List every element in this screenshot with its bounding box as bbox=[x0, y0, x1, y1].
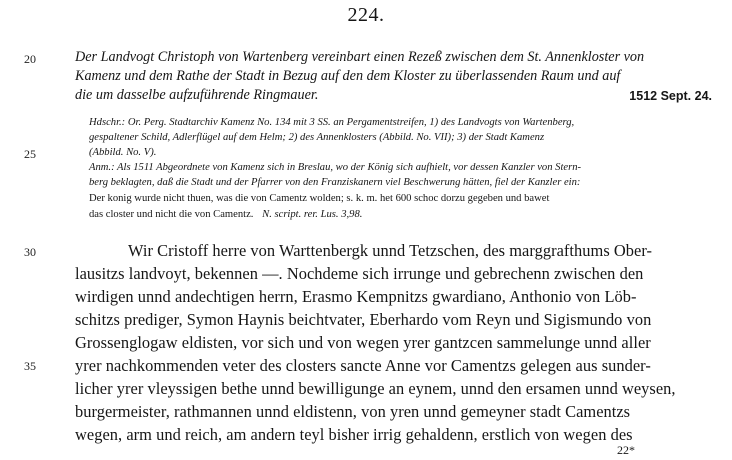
note-line-4: Anm.: Als 1511 Abgeordnete von Kamenz sich in Breslau, wo der König sich aufhielt, vor dessen Kanzler von Stern- bbox=[89, 162, 582, 173]
note-line-2: gespaltener Schild, Adlerflügel auf dem Helm; 2) des Annenklosters (Abbild. No. VII); 3) der Stadt Kamenz bbox=[89, 132, 545, 143]
note-line-5: berg beklagten, daß die Stadt und der Pfarrer von den Franziskanern viel Beschwerung hätten, fiel der Kanzler ein: bbox=[89, 177, 581, 188]
body-line-3: wirdigen unnd andechtigen herrn, Erasmo Kempnitzs gwardiano, Anthonio von Löb- bbox=[75, 287, 637, 306]
signature-mark: 22* bbox=[617, 443, 635, 457]
body-line-1: Wir Cristoff herre von Warttenbergk unnd Tetzschen, des marggrafthums Ober- bbox=[128, 241, 653, 260]
body-line-2: lausitzs landvoyt, bekennen —. Nochdeme sich irrunge und gebrechenn zwischen den bbox=[75, 264, 644, 283]
regest-line-3: die um dasselbe aufzuführende Ringmauer. bbox=[75, 87, 319, 103]
note-line-1: Hdschr.: Or. Perg. Stadtarchiv Kamenz No. 134 mit 3 SS. an Pergamentstreifen, 1) des Landvogts von Wartenberg, bbox=[89, 117, 575, 128]
body-line-7: licher yrer vleyssigen bethe unnd bewilligunge an eynem, unnd den ersamen unnd weysen, bbox=[75, 379, 676, 398]
line-number-25: 25 bbox=[24, 147, 36, 161]
regest-line-2: Kamenz und dem Rathe der Stadt in Bezug auf den dem Kloster zu überlassenden Raum und auf bbox=[75, 68, 621, 84]
line-number-30: 30 bbox=[24, 245, 36, 259]
body-line-6: yrer nachkommenden veter des closters sancte Anne vor Camentzs gelegen aus sunder- bbox=[75, 356, 651, 375]
body-line-4: schitzs prediger, Symon Haynis beichtvater, Eberhardo vom Reyn und Sigismundo von bbox=[75, 310, 652, 329]
note-quote-end: das closter und nicht die von Camentz. bbox=[89, 209, 254, 220]
body-line-5: Grossenglogaw eldisten, vor sich und von wegen yrer gantzcen sammelunge unnd aller bbox=[75, 333, 651, 352]
regest-line-1: Der Landvogt Christoph von Wartenberg vereinbart einen Rezeß zwischen dem St. Annenkloster von bbox=[75, 49, 645, 65]
note-line-3: (Abbild. No. V). bbox=[89, 147, 157, 158]
body-line-8: burgermeister, rathmannen unnd eldistenn, von yren unnd gemeyner stadt Camentzs bbox=[75, 402, 631, 421]
body-line-9: wegen, arm und reich, am andern teyl bisher irrig gehaldenn, erstlich von wegen des bbox=[75, 425, 633, 444]
line-number-35: 35 bbox=[24, 359, 36, 373]
note-line-6: Der konig wurde nicht thuen, was die von Camentz wolden; s. k. m. het 600 schoc dorzu gegeben und bawet bbox=[89, 193, 550, 204]
line-number-20: 20 bbox=[24, 52, 36, 66]
regest-date: 1512 Sept. 24. bbox=[629, 89, 712, 103]
note-source-citation: N. script. rer. Lus. 3,98. bbox=[262, 209, 363, 220]
page-number: 224. bbox=[347, 4, 385, 26]
note-line-7 bbox=[89, 208, 362, 223]
